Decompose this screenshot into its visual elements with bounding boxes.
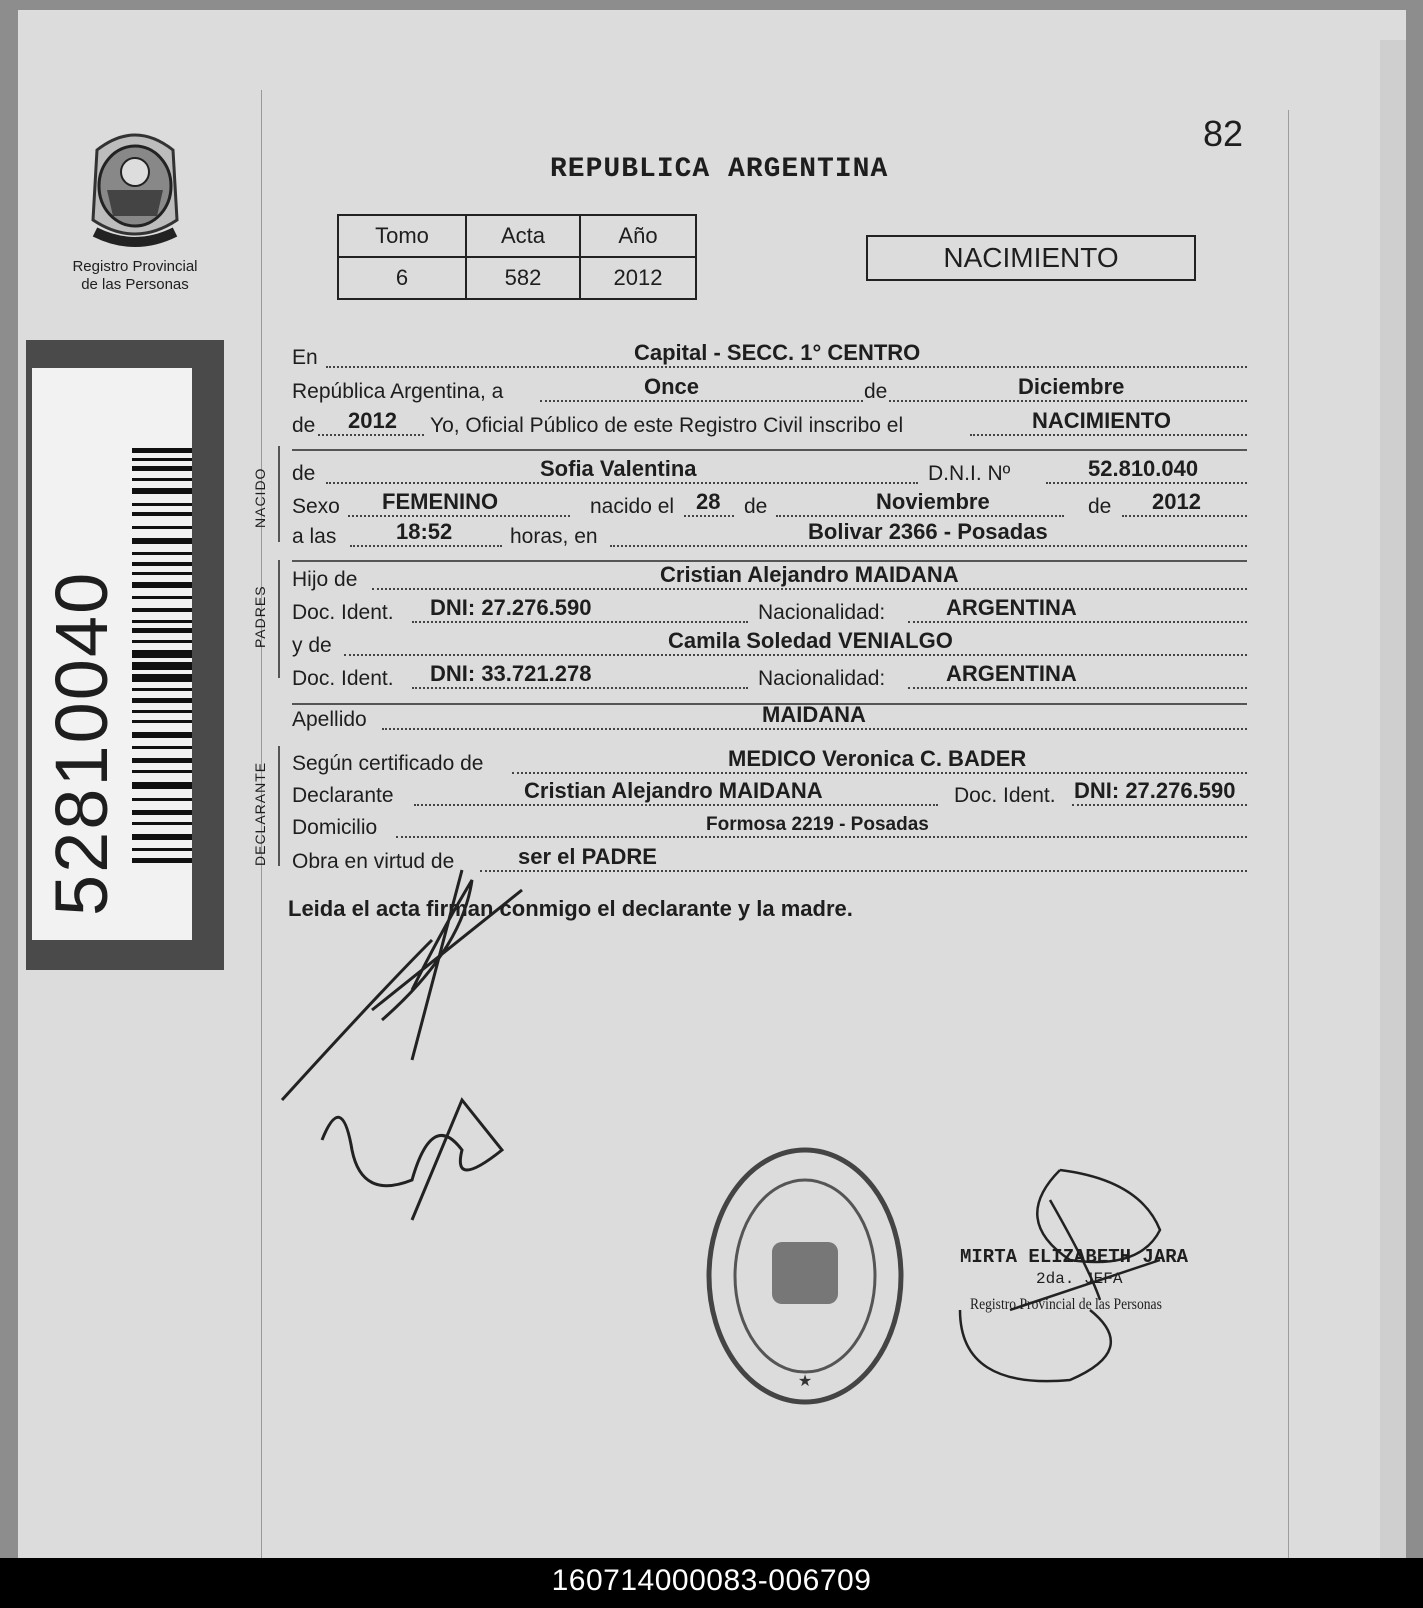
row-apellido: [292, 704, 1247, 734]
official-office: Registro Provincial de las Personas: [970, 1296, 1162, 1313]
register-table: [337, 214, 697, 300]
value-declarante: Cristian Alejandro MAIDANA: [524, 778, 823, 803]
barcode-label: [32, 368, 192, 940]
label-y-de: y de: [292, 634, 332, 657]
logo-line-1: Registro Provincial: [72, 258, 198, 275]
value-dia-nac: 28: [696, 489, 721, 514]
label-de-mes: de: [744, 495, 768, 518]
declarant-signature: [262, 850, 562, 1230]
label-hijo-de: Hijo de: [292, 568, 358, 591]
label-nacido-el: nacido el: [590, 495, 675, 518]
row-madre-doc: [292, 663, 1247, 693]
value-hora: 18:52: [396, 519, 453, 544]
row-domicilio: [292, 812, 1247, 842]
value-domicilio: Formosa 2219 - Posadas: [706, 814, 929, 835]
row-year: [292, 410, 1247, 440]
row-declarante: [292, 780, 1247, 810]
value-dia: Once: [644, 374, 700, 399]
value-padre-nac: ARGENTINA: [946, 595, 1077, 620]
official-name: MIRTA ELIZABETH JARA: [960, 1246, 1189, 1268]
label-nacionalidad-2: Nacionalidad:: [758, 667, 886, 690]
misiones-seal-icon: [77, 120, 193, 250]
value-anio: 2012: [580, 257, 696, 299]
value-declarante-doc: DNI: 27.276.590: [1074, 778, 1236, 803]
country-title: REPUBLICA ARGENTINA: [550, 154, 889, 185]
row-sexo: [292, 491, 1247, 521]
side-label-nacido: NACIDO: [252, 467, 268, 528]
row-segun: [292, 748, 1247, 778]
label-doc-ident-2: Doc. Ident.: [292, 667, 394, 690]
label-dni: D.N.I. Nº: [928, 462, 1011, 485]
header-anio: Año: [580, 215, 696, 257]
value-lugar-nac: Bolivar 2366 - Posadas: [808, 519, 1048, 544]
label-en: En: [292, 346, 318, 369]
declarante-bar: [278, 746, 280, 866]
registry-logo: [60, 120, 210, 294]
value-madre-doc: DNI: 33.721.278: [430, 661, 592, 686]
value-lugar: Capital - SECC. 1° CENTRO: [634, 340, 921, 365]
value-certificado: MEDICO Veronica C. BADER: [728, 746, 1027, 771]
separator-1: [292, 449, 1247, 451]
value-nombre: Sofia Valentina: [540, 456, 697, 481]
logo-line-2: de las Personas: [81, 276, 189, 293]
value-madre: Camila Soledad VENIALGO: [668, 628, 953, 653]
value-acta: 582: [466, 257, 580, 299]
value-sexo: FEMENINO: [382, 489, 499, 514]
row-en: [292, 342, 1247, 372]
row-hora: [292, 521, 1247, 551]
value-dni: 52.810.040: [1088, 456, 1199, 481]
label-de-year: de: [292, 414, 316, 437]
label-nacionalidad-1: Nacionalidad:: [758, 601, 886, 624]
label-de-name: de: [292, 462, 316, 485]
header-tomo: Tomo: [338, 215, 466, 257]
label-de-anio: de: [1088, 495, 1112, 518]
barcode-number: 52810040: [40, 570, 123, 916]
label-republica: República Argentina, a: [292, 380, 504, 403]
record-type-box: NACIMIENTO: [866, 235, 1196, 281]
barcode-bars: [132, 448, 192, 868]
nacido-bar: [278, 446, 280, 542]
value-mes: Diciembre: [1018, 374, 1125, 399]
label-obra: Obra en virtud de: [292, 850, 455, 873]
label-apellido: Apellido: [292, 708, 367, 731]
value-tomo: 6: [338, 257, 466, 299]
label-doc-ident-3: Doc. Ident.: [954, 784, 1056, 807]
header-acta: Acta: [466, 215, 580, 257]
value-anio: 2012: [348, 408, 397, 433]
official-title: 2da. JEFA: [1036, 1270, 1123, 1288]
label-doc-ident-1: Doc. Ident.: [292, 601, 394, 624]
side-label-declarante: DECLARANTE: [252, 761, 268, 866]
label-sexo: Sexo: [292, 495, 340, 518]
label-declarante: Declarante: [292, 784, 394, 807]
side-label-padres: PADRES: [252, 585, 268, 648]
right-margin-line: [1288, 110, 1289, 1570]
label-a-las: a las: [292, 525, 337, 548]
registry-stamp: [700, 1142, 910, 1412]
label-horas-en: horas, en: [510, 525, 598, 548]
row-nombre: [292, 458, 1247, 488]
row-madre: [292, 630, 1247, 660]
svg-text:★: ★: [797, 1371, 813, 1390]
row-hijo: [292, 564, 1247, 594]
value-anio-nac: 2012: [1152, 489, 1201, 514]
label-segun: Según certificado de: [292, 752, 484, 775]
page-number: 82: [1203, 113, 1244, 154]
value-mes-nac: Noviembre: [876, 489, 990, 514]
label-de: de: [864, 380, 888, 403]
label-yo: Yo, Oficial Público de este Registro Civil inscribo el: [430, 414, 904, 437]
label-domicilio: Domicilio: [292, 816, 378, 839]
footer-code: 160714000083-006709: [0, 1558, 1423, 1608]
value-virtud: ser el PADRE: [518, 844, 657, 869]
value-madre-nac: ARGENTINA: [946, 661, 1077, 686]
padres-bar: [278, 560, 280, 678]
closing-statement: Leida el acta firman conmigo el declarante y la madre.: [288, 896, 853, 921]
value-tipo: NACIMIENTO: [1032, 408, 1171, 433]
row-padre-doc: [292, 597, 1247, 627]
row-republica: [292, 376, 1247, 406]
value-padre: Cristian Alejandro MAIDANA: [660, 562, 959, 587]
barcode-sticker: [26, 340, 224, 970]
value-padre-doc: DNI: 27.276.590: [430, 595, 592, 620]
value-apellido: MAIDANA: [762, 702, 866, 727]
